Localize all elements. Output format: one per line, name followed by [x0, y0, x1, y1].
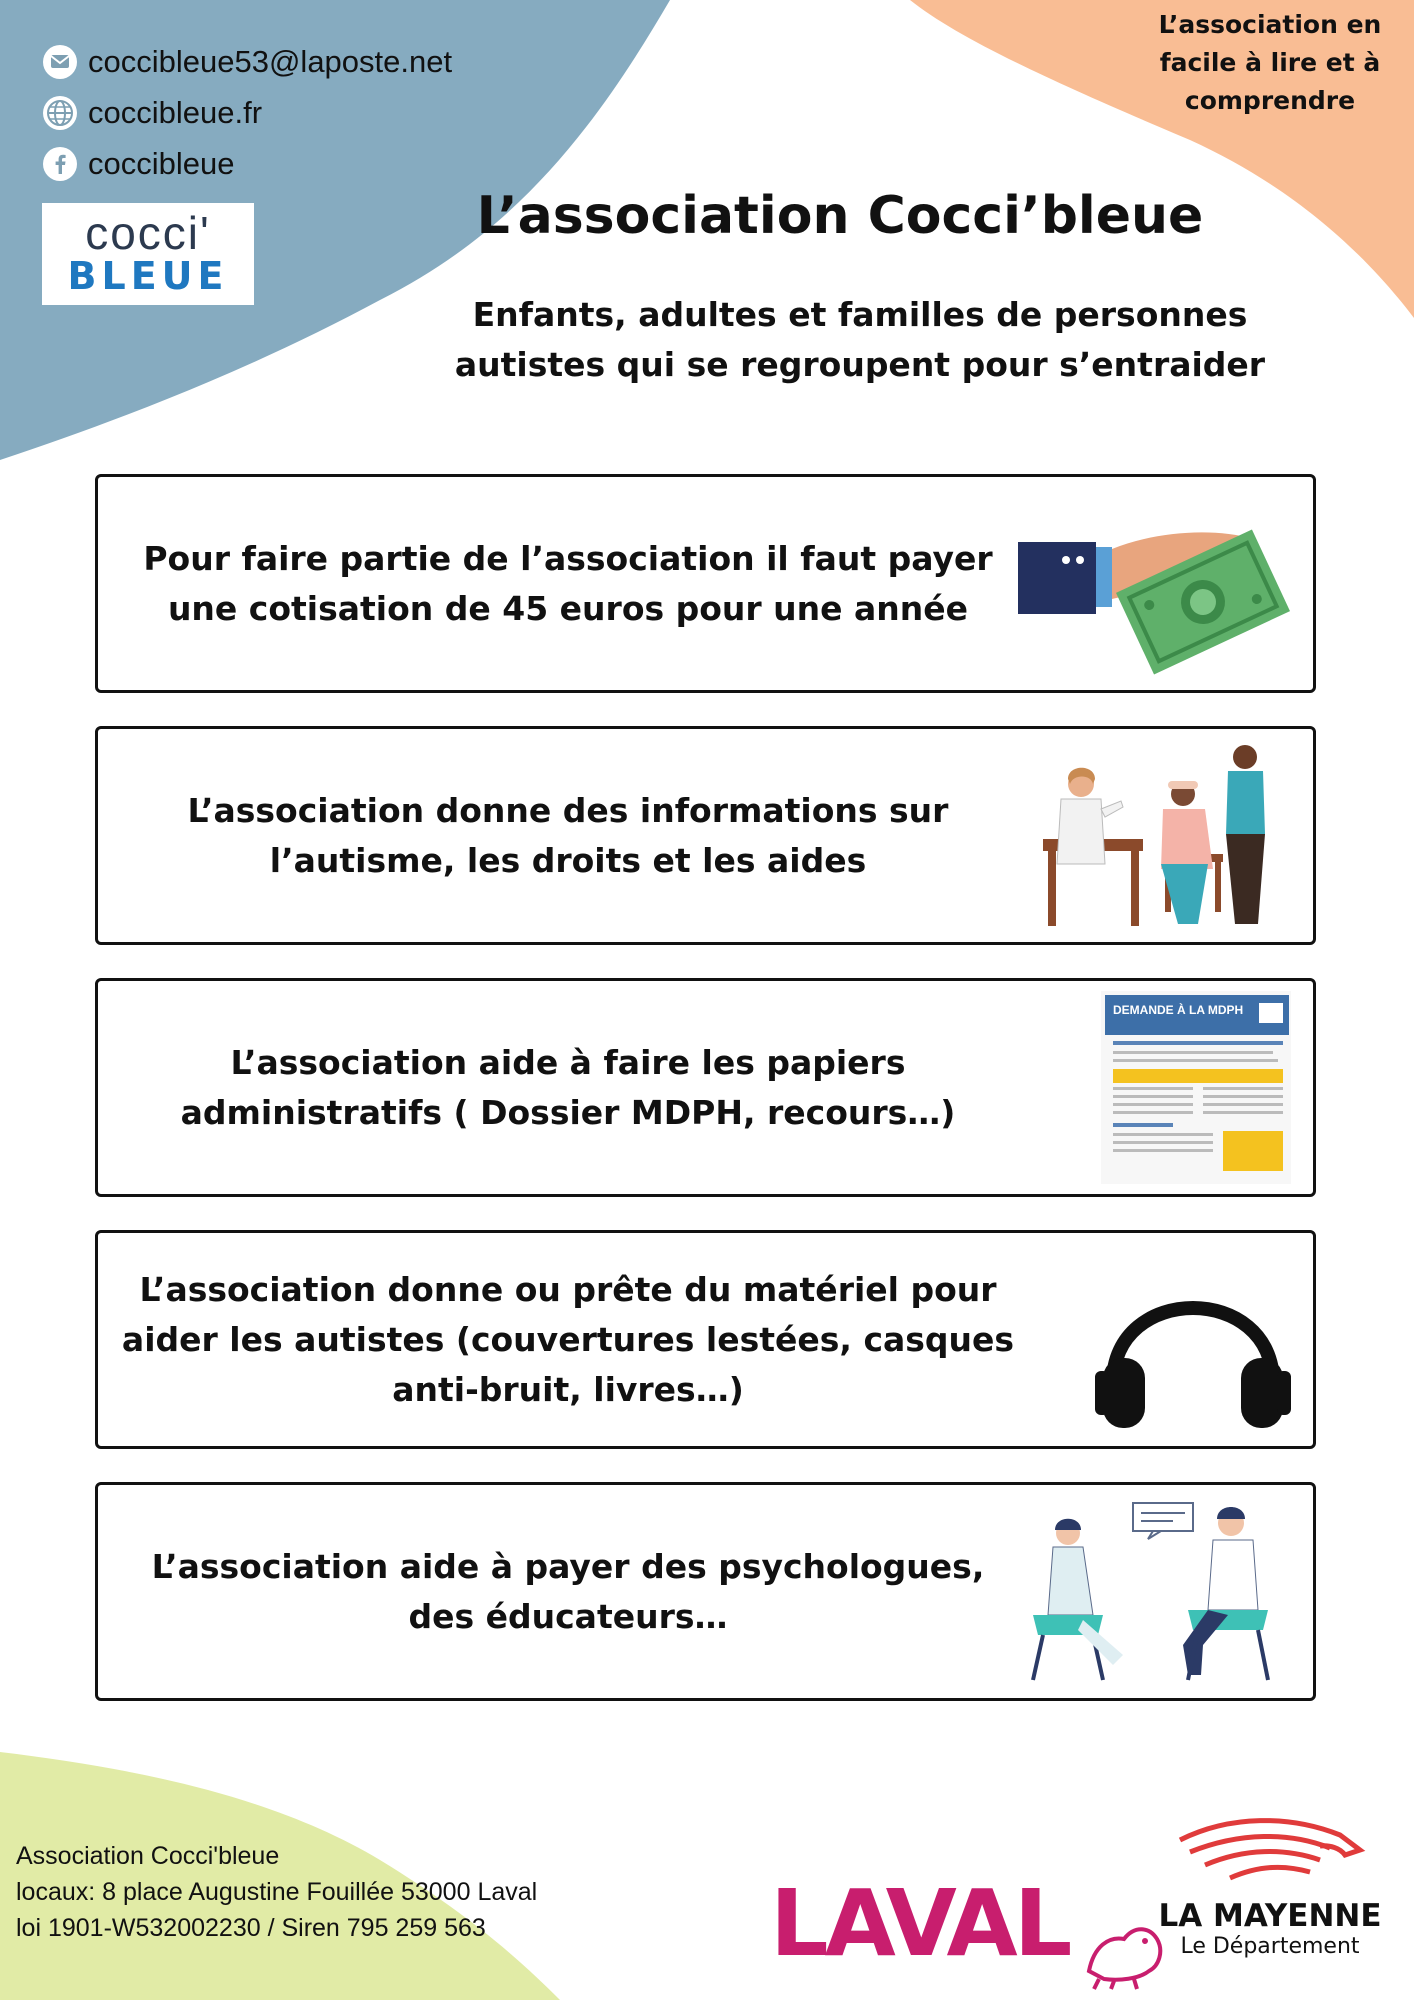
page-subtitle: Enfants, adultes et familles de personnes autistes qui se regroupent pour s’entraider	[454, 295, 1266, 384]
easy-read-label: L’association en facile à lire et à comprendre	[1158, 10, 1382, 115]
facebook-text[interactable]: coccibleue	[88, 145, 235, 181]
card-administrative-papers	[95, 978, 1316, 1197]
laval-logo	[770, 1870, 1169, 1991]
card-text: L’association aide à faire les papiers administratifs ( Dossier MDPH, recours…)	[180, 1042, 956, 1132]
coccibleue-logo	[42, 203, 254, 305]
facebook-icon	[42, 146, 78, 182]
la-mayenne-logo	[1150, 1810, 1390, 1959]
logo-top-text: cocci'	[85, 207, 211, 259]
money-hand-icon	[1013, 487, 1293, 680]
website-row[interactable]	[42, 87, 452, 138]
website-text[interactable]: coccibleue.fr	[88, 94, 263, 130]
la-mayenne-subtitle: Le Département	[1180, 1934, 1360, 1959]
footer-line-registration: loi 1901-W532002230 / Siren 795 259 563	[16, 1914, 486, 1942]
contact-block	[42, 36, 452, 189]
footer-line-name: Association Cocci'bleue	[16, 1842, 280, 1870]
card-text: L’association aide à payer des psychologues, des éducateurs…	[151, 1546, 985, 1636]
footer-line-address: locaux: 8 place Augustine Fouillée 53000 Laval	[16, 1878, 538, 1906]
headphones-icon	[1013, 1243, 1293, 1436]
card-text: L’association donne des informations sur l’autisme, les droits et les aides	[187, 790, 949, 880]
facebook-row[interactable]	[42, 138, 452, 189]
mdph-form-document	[1013, 991, 1293, 1184]
la-mayenne-name: LA MAYENNE	[1158, 1898, 1382, 1934]
card-professional-funding	[95, 1482, 1316, 1701]
logo-bottom-text: BLEUE	[67, 254, 229, 298]
card-information	[95, 726, 1316, 945]
email-icon	[42, 44, 78, 80]
card-equipment-loan	[95, 1230, 1316, 1449]
consultation-illustration	[1013, 739, 1293, 932]
horse-head-icon	[1170, 1810, 1370, 1890]
card-text: Pour faire partie de l’association il faut payer une cotisation de 45 euros pour une année	[143, 538, 993, 628]
card-text: L’association donne ou prête du matériel pour aider les autistes (couvertures lestées, casques anti-bruit, livres…)	[121, 1269, 1015, 1409]
email-row[interactable]	[42, 36, 452, 87]
globe-icon	[42, 95, 78, 131]
card-membership-fee	[95, 474, 1316, 693]
mdph-doc-title: DEMANDE À LA MDPH	[1113, 1003, 1244, 1017]
laval-logo-text: LAVAL	[770, 1870, 1069, 1977]
therapy-session-illustration	[1013, 1495, 1293, 1688]
footer-address	[16, 1838, 537, 1946]
page-title: L’association Cocci’bleue	[476, 186, 1204, 246]
email-text[interactable]: coccibleue53@laposte.net	[88, 43, 453, 79]
mdph-form-graphic	[1013, 991, 1293, 1184]
